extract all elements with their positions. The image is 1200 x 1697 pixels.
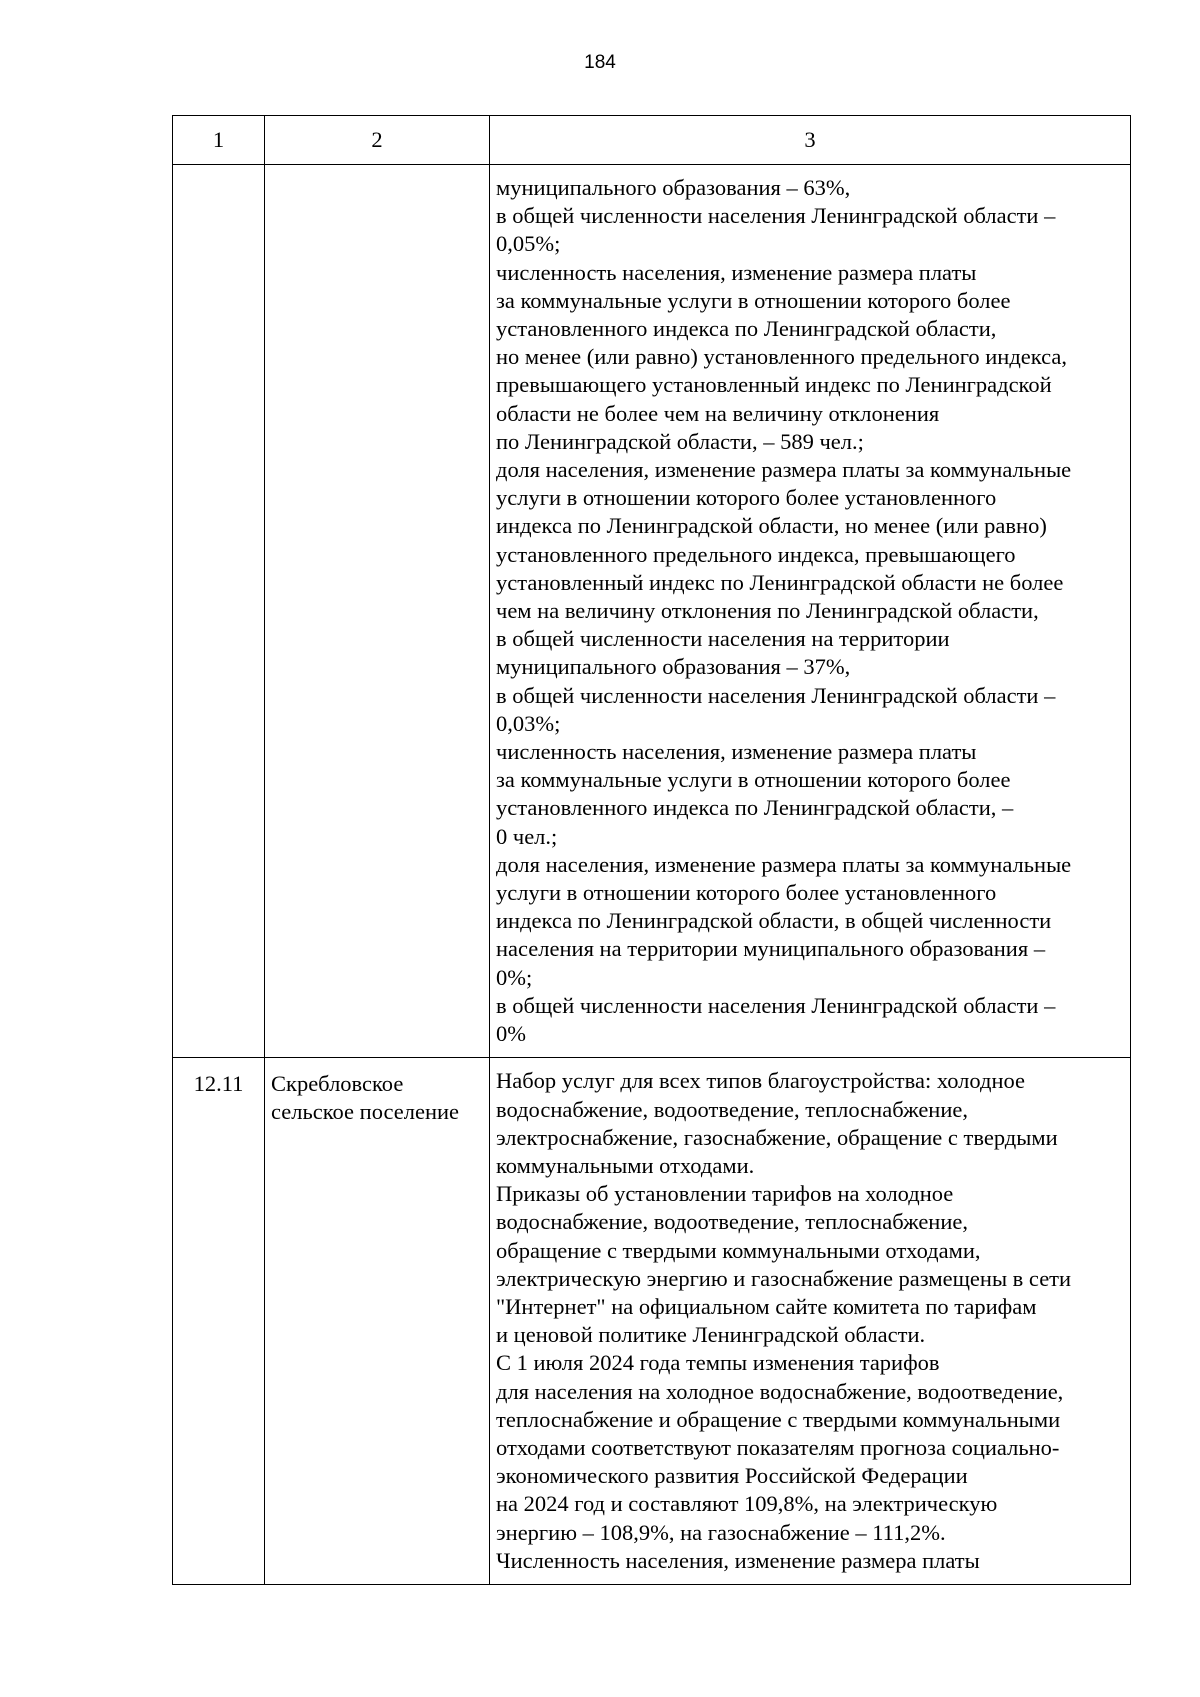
description-line: для населения на холодное водоснабжение, водоотведение,: [496, 1378, 1064, 1404]
row-number-cell: [173, 165, 265, 1058]
description-line: численность населения, изменение размера платы: [496, 259, 977, 285]
description-line: за коммунальные услуги в отношении которого более: [496, 287, 1011, 313]
description-line: чем на величину отклонения по Ленинградской области,: [496, 598, 1039, 624]
settlement-name-cell: [265, 1058, 490, 1585]
description-line: по Ленинградской области, – 589 чел.;: [496, 428, 864, 454]
description-line: С 1 июля 2024 года темпы изменения тарифов: [496, 1350, 940, 1376]
description-line: индекса по Ленинградской области, но менее (или равно): [496, 513, 1047, 539]
description-cell: [490, 1058, 1131, 1585]
description-line: установленного индекса по Ленинградской области,: [496, 316, 997, 342]
description-line: установленный индекс по Ленинградской области не более: [496, 569, 1064, 595]
description-line: водоснабжение, водоотведение, теплоснабжение,: [496, 1209, 969, 1235]
description-line: водоснабжение, водоотведение, теплоснабжение,: [496, 1096, 969, 1122]
description-line: установленного индекса по Ленинградской области, –: [496, 795, 1014, 821]
table-header-row: [173, 116, 1131, 165]
description-line: населения на территории муниципального образования –: [496, 936, 1046, 962]
page-number: 184: [584, 52, 616, 73]
description-line: 0,05%;: [496, 231, 561, 257]
table-row: [173, 165, 1131, 1058]
description-line: на 2024 год и составляют 109,8%, на электрическую: [496, 1491, 998, 1517]
settlement-name-line: Скребловское: [271, 1071, 404, 1097]
column-header-1: 1: [173, 116, 265, 165]
settlement-name-cell: [265, 165, 490, 1058]
description-line: 0%: [496, 1021, 526, 1047]
description-line: энергию – 108,9%, на газоснабжение – 111,2%.: [496, 1519, 946, 1545]
row-number-cell: 12.11: [173, 1058, 265, 1585]
description-line: установленного предельного индекса, превышающего: [496, 541, 1016, 567]
column-header-3: 3: [490, 116, 1131, 165]
description-line: в общей численности населения Ленинградской области –: [496, 682, 1056, 708]
description-line: 0 чел.;: [496, 823, 558, 849]
description-line: 0,03%;: [496, 710, 561, 736]
description-line: электроснабжение, газоснабжение, обращение с твердыми: [496, 1124, 1058, 1150]
description-line: Приказы об установлении тарифов на холодное: [496, 1181, 954, 1207]
description-line: 0%;: [496, 964, 533, 990]
settlement-name-line: сельское поселение: [271, 1099, 460, 1125]
description-line: области не более чем на величину отклонения: [496, 400, 940, 426]
description-line: доля населения, изменение размера платы за коммунальные: [496, 851, 1072, 877]
description-line: экономического развития Российской Федерации: [496, 1463, 968, 1489]
description-line: численность населения, изменение размера платы: [496, 739, 977, 765]
description-line: но менее (или равно) установленного предельного индекса,: [496, 344, 1068, 370]
description-cell: [490, 165, 1131, 1058]
description-line: превышающего установленный индекс по Ленинградской: [496, 372, 1052, 398]
description-line: услуги в отношении которого более установленного: [496, 880, 997, 906]
table-row: [173, 1058, 1131, 1585]
description-line: электрическую энергию и газоснабжение размещены в сети: [496, 1265, 1072, 1291]
description-line: отходами соответствуют показателям прогноза социально-: [496, 1434, 1060, 1460]
description-line: Численность населения, изменение размера платы: [496, 1547, 980, 1573]
description-line: Набор услуг для всех типов благоустройства: холодное: [496, 1068, 1025, 1094]
tariff-table: [172, 115, 1131, 1585]
description-line: "Интернет" на официальном сайте комитета по тарифам: [496, 1293, 1037, 1319]
description-line: в общей численности населения на территории: [496, 626, 950, 652]
description-line: и ценовой политике Ленинградской области.: [496, 1322, 926, 1348]
description-line: муниципального образования – 37%,: [496, 654, 851, 680]
description-line: за коммунальные услуги в отношении которого более: [496, 767, 1011, 793]
description-line: обращение с твердыми коммунальными отходами,: [496, 1237, 981, 1263]
description-line: услуги в отношении которого более установленного: [496, 485, 997, 511]
description-line: доля населения, изменение размера платы за коммунальные: [496, 457, 1072, 483]
description-line: в общей численности населения Ленинградской области –: [496, 992, 1056, 1018]
description-line: муниципального образования – 63%,: [496, 175, 851, 200]
description-line: в общей численности населения Ленинградской области –: [496, 203, 1056, 229]
description-line: теплоснабжение и обращение с твердыми коммунальными: [496, 1406, 1061, 1432]
description-line: коммунальными отходами.: [496, 1152, 755, 1178]
column-header-2: 2: [265, 116, 490, 165]
table-body: [173, 165, 1131, 1585]
description-line: индекса по Ленинградской области, в общей численности: [496, 908, 1052, 934]
